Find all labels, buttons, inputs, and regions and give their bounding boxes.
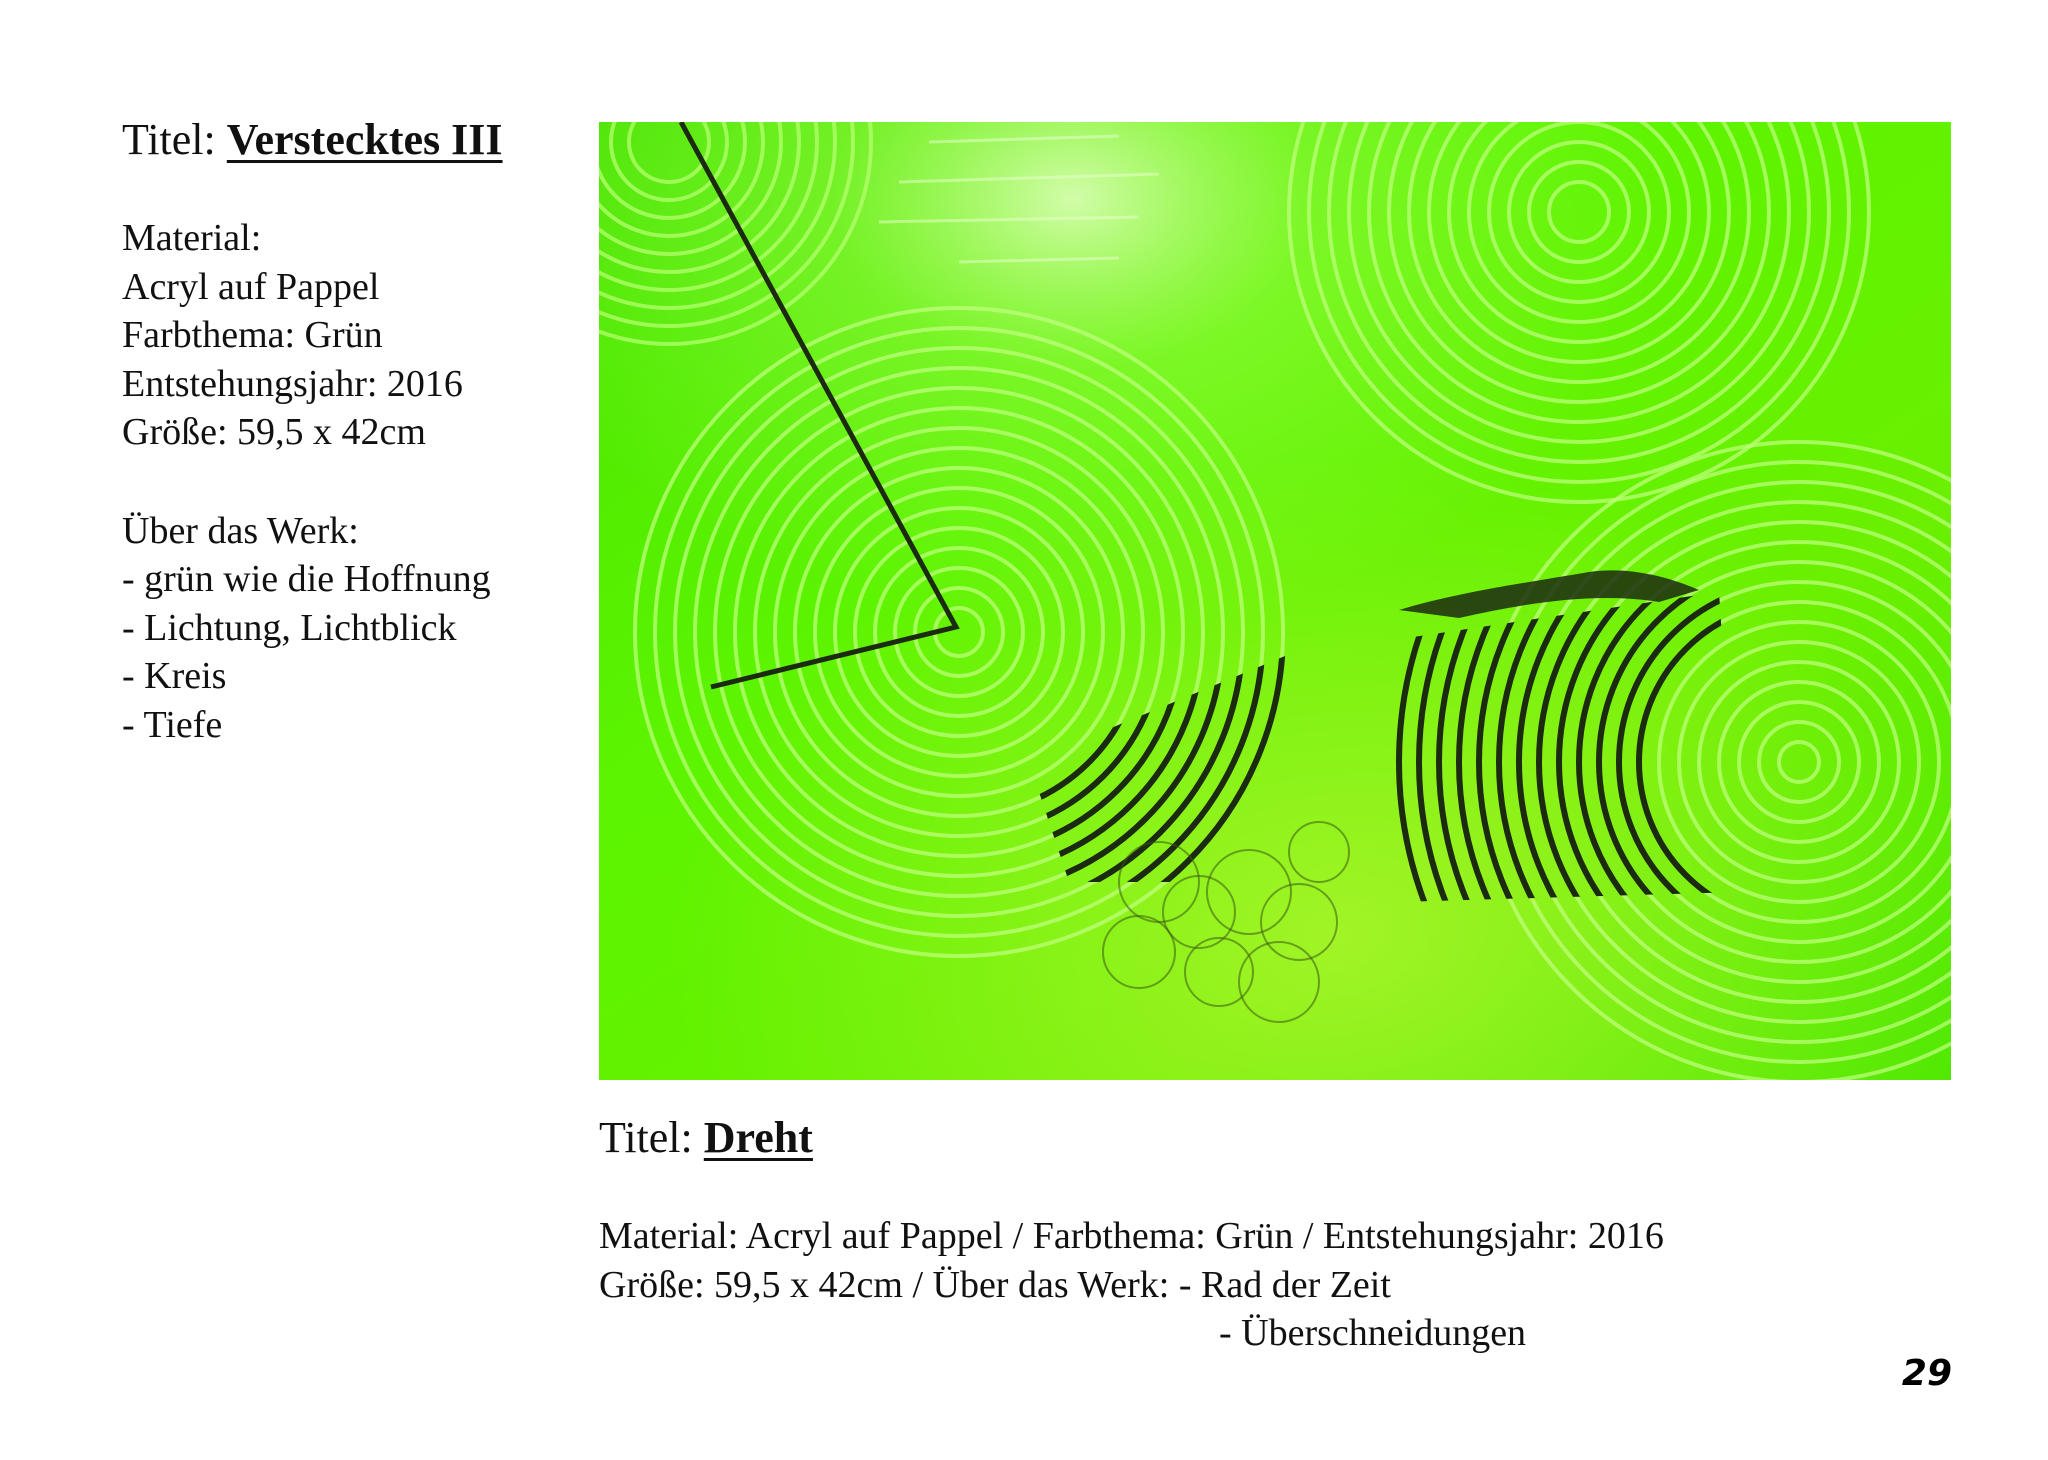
artwork-about [122,507,582,750]
title-prefix: Titel: [122,115,216,164]
details-line: Material: Acryl auf Pappel / Farbthema: Grün / Entstehungsjahr: 2016 [599,1215,1664,1257]
title-name: Dreht [703,1113,813,1162]
details-line: Größe: 59,5 x 42cm / Über das Werk: - Rad der Zeit [599,1263,1391,1306]
title-name: Verstecktes III [226,115,503,164]
title-prefix: Titel: [599,1113,693,1162]
painting-image [599,122,1951,1080]
detail-size: Größe: 59,5 x 42cm [122,411,426,453]
detail-material: Acryl auf Pappel [122,265,380,308]
page-number: 29 [1901,1353,1952,1394]
about-item: - Lichtung, Lichtblick [122,606,457,649]
detail-color-theme: Farbthema: Grün [122,314,383,356]
about-item: - Tiefe [122,703,223,746]
painting-graphic [599,122,1951,1080]
about-item: - grün wie die Hoffnung [122,558,491,600]
artwork-description-dreht [599,1108,1999,1358]
detail-material-label: Material: [122,217,262,259]
artwork-title [599,1108,1999,1168]
artwork-description-verstecktes [122,110,582,749]
about-item: - Kreis [122,655,227,697]
details-line: - Überschneidungen [1219,1312,1527,1354]
detail-year: Entstehungsjahr: 2016 [122,362,463,405]
about-heading: Über das Werk: [122,509,359,552]
artwork-details [122,214,582,457]
artwork-title [122,110,582,170]
